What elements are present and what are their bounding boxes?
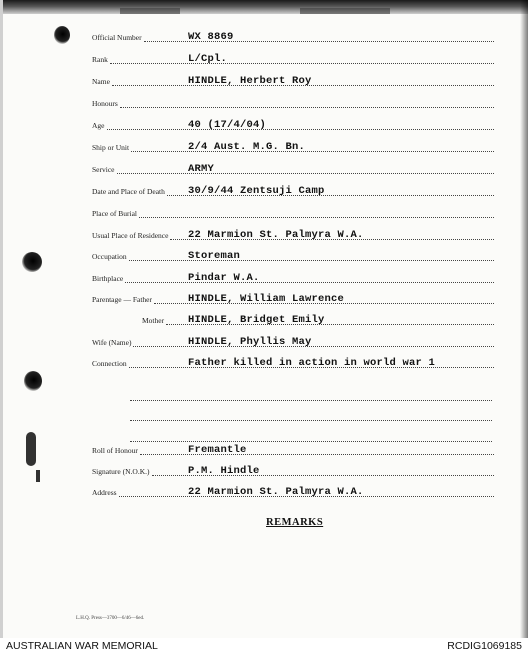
field-value: 22 Marmion St. Palmyra W.A. — [188, 229, 364, 241]
field-row-age — [0, 112, 528, 132]
scan-top-edge — [0, 0, 528, 14]
field-label: Age — [92, 121, 105, 130]
field-dotted-line — [117, 173, 494, 174]
field-row-nok-signature — [0, 458, 528, 478]
field-value: HINDLE, William Lawrence — [188, 293, 345, 305]
print-line: L.H.Q. Press—3700—6/46—6ed. — [76, 616, 145, 621]
field-dotted-line — [131, 151, 494, 152]
field-row-roll-of-honour — [0, 437, 528, 457]
field-row-place-of-burial — [0, 200, 528, 220]
field-value: Father killed in action in world war 1 — [188, 357, 436, 369]
record-id: RCDIG1069185 — [447, 640, 522, 652]
field-row-usual-residence — [0, 222, 528, 242]
field-label: Rank — [92, 55, 108, 64]
field-value: ARMY — [188, 163, 215, 175]
field-dotted-line — [129, 260, 494, 261]
field-row-connection — [0, 350, 528, 370]
field-row-mother — [0, 307, 528, 327]
field-row-honours — [0, 90, 528, 110]
field-label: Name — [92, 77, 110, 86]
blank-line — [130, 441, 492, 442]
field-row-rank — [0, 46, 528, 66]
field-row-date-place-of-death — [0, 178, 528, 198]
field-value: 2/4 Aust. M.G. Bn. — [188, 141, 306, 153]
field-value: 40 (17/4/04) — [188, 119, 267, 131]
scan-artifact — [300, 8, 390, 14]
field-label: Address — [92, 488, 117, 497]
field-label: Birthplace — [92, 274, 124, 283]
field-value: 22 Marmion St. Palmyra W.A. — [188, 486, 364, 498]
field-row-official-number — [0, 24, 528, 44]
field-label: Usual Place of Residence — [92, 231, 169, 240]
remarks-heading: REMARKS — [266, 517, 324, 528]
field-label: Parentage — Father — [92, 295, 152, 304]
field-label: Official Number — [92, 33, 142, 42]
field-row-ship-or-unit — [0, 134, 528, 154]
field-dotted-line — [110, 63, 494, 64]
field-row-birthplace — [0, 265, 528, 285]
field-label: Occupation — [92, 252, 127, 261]
field-dotted-line — [120, 107, 494, 108]
field-value: Storeman — [188, 250, 241, 262]
scan-artifact — [120, 8, 180, 14]
field-dotted-line — [107, 129, 494, 130]
field-row-occupation — [0, 243, 528, 263]
field-value: Fremantle — [188, 444, 247, 456]
field-label: Ship or Unit — [92, 143, 130, 152]
archive-name: AUSTRALIAN WAR MEMORIAL — [6, 640, 158, 652]
field-value: WX 8869 — [188, 31, 234, 43]
blank-line — [130, 400, 492, 401]
field-label: Connection — [92, 359, 127, 368]
field-value: HINDLE, Herbert Roy — [188, 75, 312, 87]
field-dotted-line — [139, 217, 494, 218]
field-label: Service — [92, 165, 115, 174]
field-value: 30/9/44 Zentsuji Camp — [188, 185, 325, 197]
blank-line — [130, 420, 492, 421]
field-label: Date and Place of Death — [92, 187, 165, 196]
field-value: P.M. Hindle — [188, 465, 260, 477]
field-value: HINDLE, Phyllis May — [188, 336, 312, 348]
field-value: L/Cpl. — [188, 53, 228, 65]
punch-hole — [24, 371, 42, 391]
field-row-service — [0, 156, 528, 176]
field-value: HINDLE, Bridget Emily — [188, 314, 325, 326]
field-label: Honours — [92, 99, 118, 108]
field-row-wife — [0, 329, 528, 349]
field-row-father — [0, 286, 528, 306]
field-label: Place of Burial — [92, 209, 137, 218]
field-row-name — [0, 68, 528, 88]
field-label: Wife (Name) — [92, 338, 132, 347]
field-dotted-line — [125, 282, 494, 283]
field-row-address — [0, 479, 528, 499]
field-label: Roll of Honour — [92, 446, 138, 455]
field-value: Pindar W.A. — [188, 272, 260, 284]
field-label: Mother — [142, 316, 165, 325]
field-label: Signature (N.O.K.) — [92, 467, 150, 476]
